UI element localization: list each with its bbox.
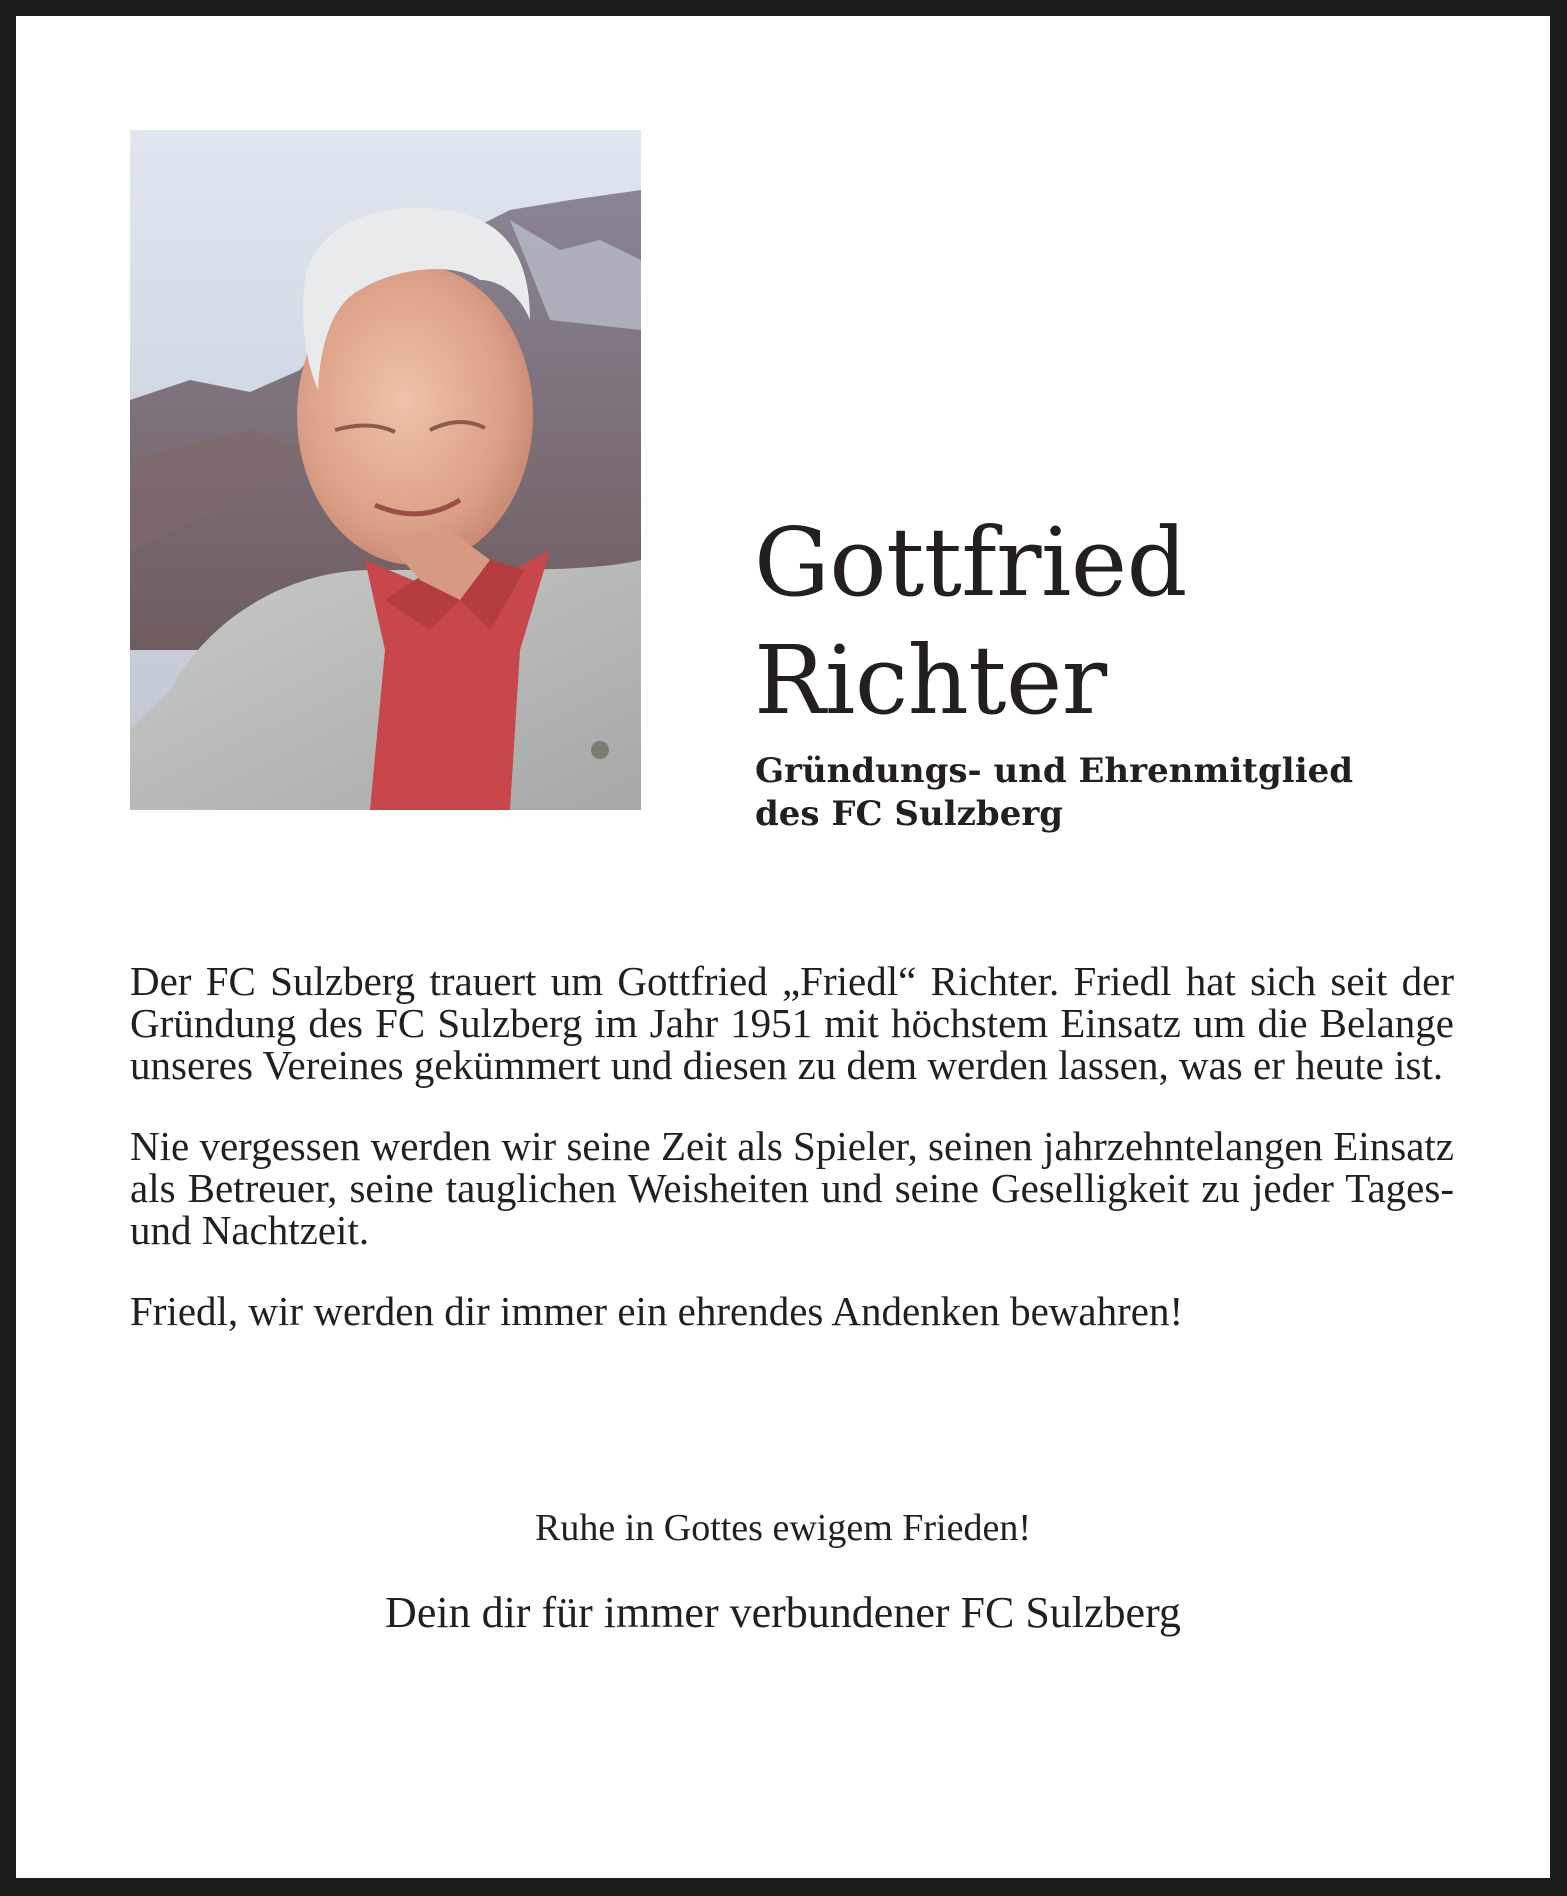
deceased-name [754,504,1454,740]
paragraph-tribute: Der FC Sulzberg trauert um Gottfried „Friedl“ Richter. Friedl hat sich seit der Gründung des FC Sulzberg im Jahr 1951 mit höchstem Einsatz um die Belange unseres Vereines gekümmert und diesen zu dem werden lassen, was er heute ist. [130,958,1454,1088]
last-name: Richter [754,626,1107,736]
obituary-text [130,960,1454,1371]
portrait-photo-icon [130,130,641,810]
obituary-notice [16,16,1550,1878]
paragraph-memories: Nie vergessen werden wir seine Zeit als Spieler, seinen jahrzehntelangen Einsatz als Betreuer, seine tauglichen Weisheiten und seine Geselligkeit zu jeder Tages- und Nachtzeit. [130,1123,1454,1253]
portrait-photo [130,130,641,810]
first-name: Gottfried [754,508,1187,618]
membership-role [755,750,1475,836]
signature-line: Dein dir für immer verbundener FC Sulzberg [385,1588,1181,1637]
role-line-2: des FC Sulzberg [755,794,1064,834]
paragraph-remembrance: Friedl, wir werden dir immer ein ehrendes Andenken bewahren! [130,1288,1184,1334]
blessing-line: Ruhe in Gottes ewigem Frieden! [534,1507,1031,1549]
role-line-1: Gründungs- und Ehrenmitglied [755,751,1354,791]
